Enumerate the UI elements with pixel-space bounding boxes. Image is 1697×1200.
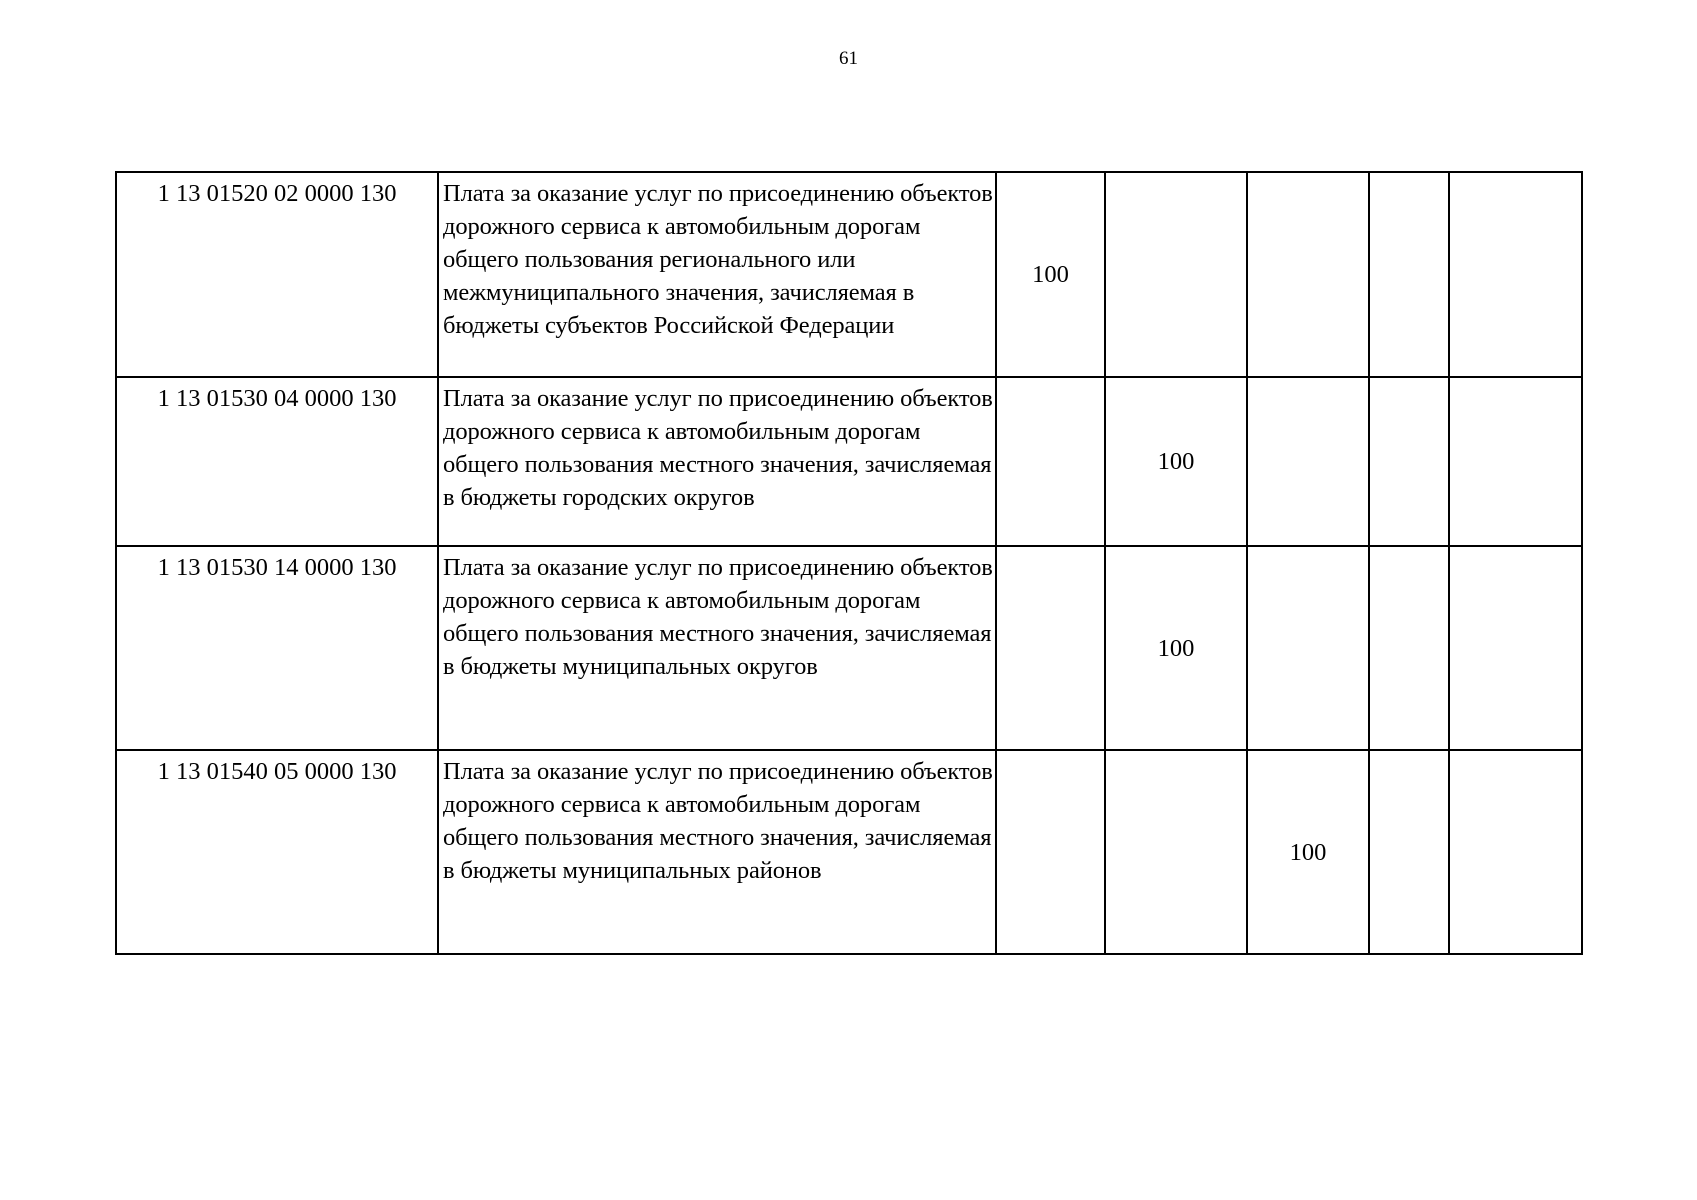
share-cell [1105,172,1247,377]
table-row [116,750,1582,954]
table-row [116,546,1582,750]
share-cell [1449,377,1582,546]
page-number: 61 [839,48,858,69]
share-cell [1247,377,1369,546]
table-row [116,377,1582,546]
share-cell: 100 [1247,750,1369,954]
revenue-code-cell: 1 13 01530 04 0000 130 [116,377,438,546]
revenue-code-cell: 1 13 01530 14 0000 130 [116,546,438,750]
revenue-description-cell: Плата за оказание услуг по присоединению объектов дорожного сервиса к автомобильным дорогам общего пользования местного значения, зачисляемая в бюджеты городских округов [438,377,996,546]
share-cell: 100 [996,172,1105,377]
share-cell [1369,377,1449,546]
share-cell [1247,546,1369,750]
share-cell [996,750,1105,954]
share-cell [1449,172,1582,377]
share-cell [1369,546,1449,750]
revenue-code-cell: 1 13 01540 05 0000 130 [116,750,438,954]
share-cell [1247,172,1369,377]
share-cell [996,546,1105,750]
revenue-description-cell: Плата за оказание услуг по присоединению объектов дорожного сервиса к автомобильным дорогам общего пользования регионального или межмуниципального значения, зачисляемая в бюджеты субъектов Российской Федерации [438,172,996,377]
share-cell [1369,172,1449,377]
share-cell [1449,750,1582,954]
share-cell: 100 [1105,377,1247,546]
share-cell [996,377,1105,546]
share-cell [1369,750,1449,954]
revenue-description-cell: Плата за оказание услуг по присоединению объектов дорожного сервиса к автомобильным дорогам общего пользования местного значения, зачисляемая в бюджеты муниципальных округов [438,546,996,750]
budget-classification-table [115,171,1583,955]
share-cell [1105,750,1247,954]
table-row [116,172,1582,377]
revenue-code-cell: 1 13 01520 02 0000 130 [116,172,438,377]
revenue-description-cell: Плата за оказание услуг по присоединению объектов дорожного сервиса к автомобильным дорогам общего пользования местного значения, зачисляемая в бюджеты муниципальных районов [438,750,996,954]
share-cell [1449,546,1582,750]
share-cell: 100 [1105,546,1247,750]
